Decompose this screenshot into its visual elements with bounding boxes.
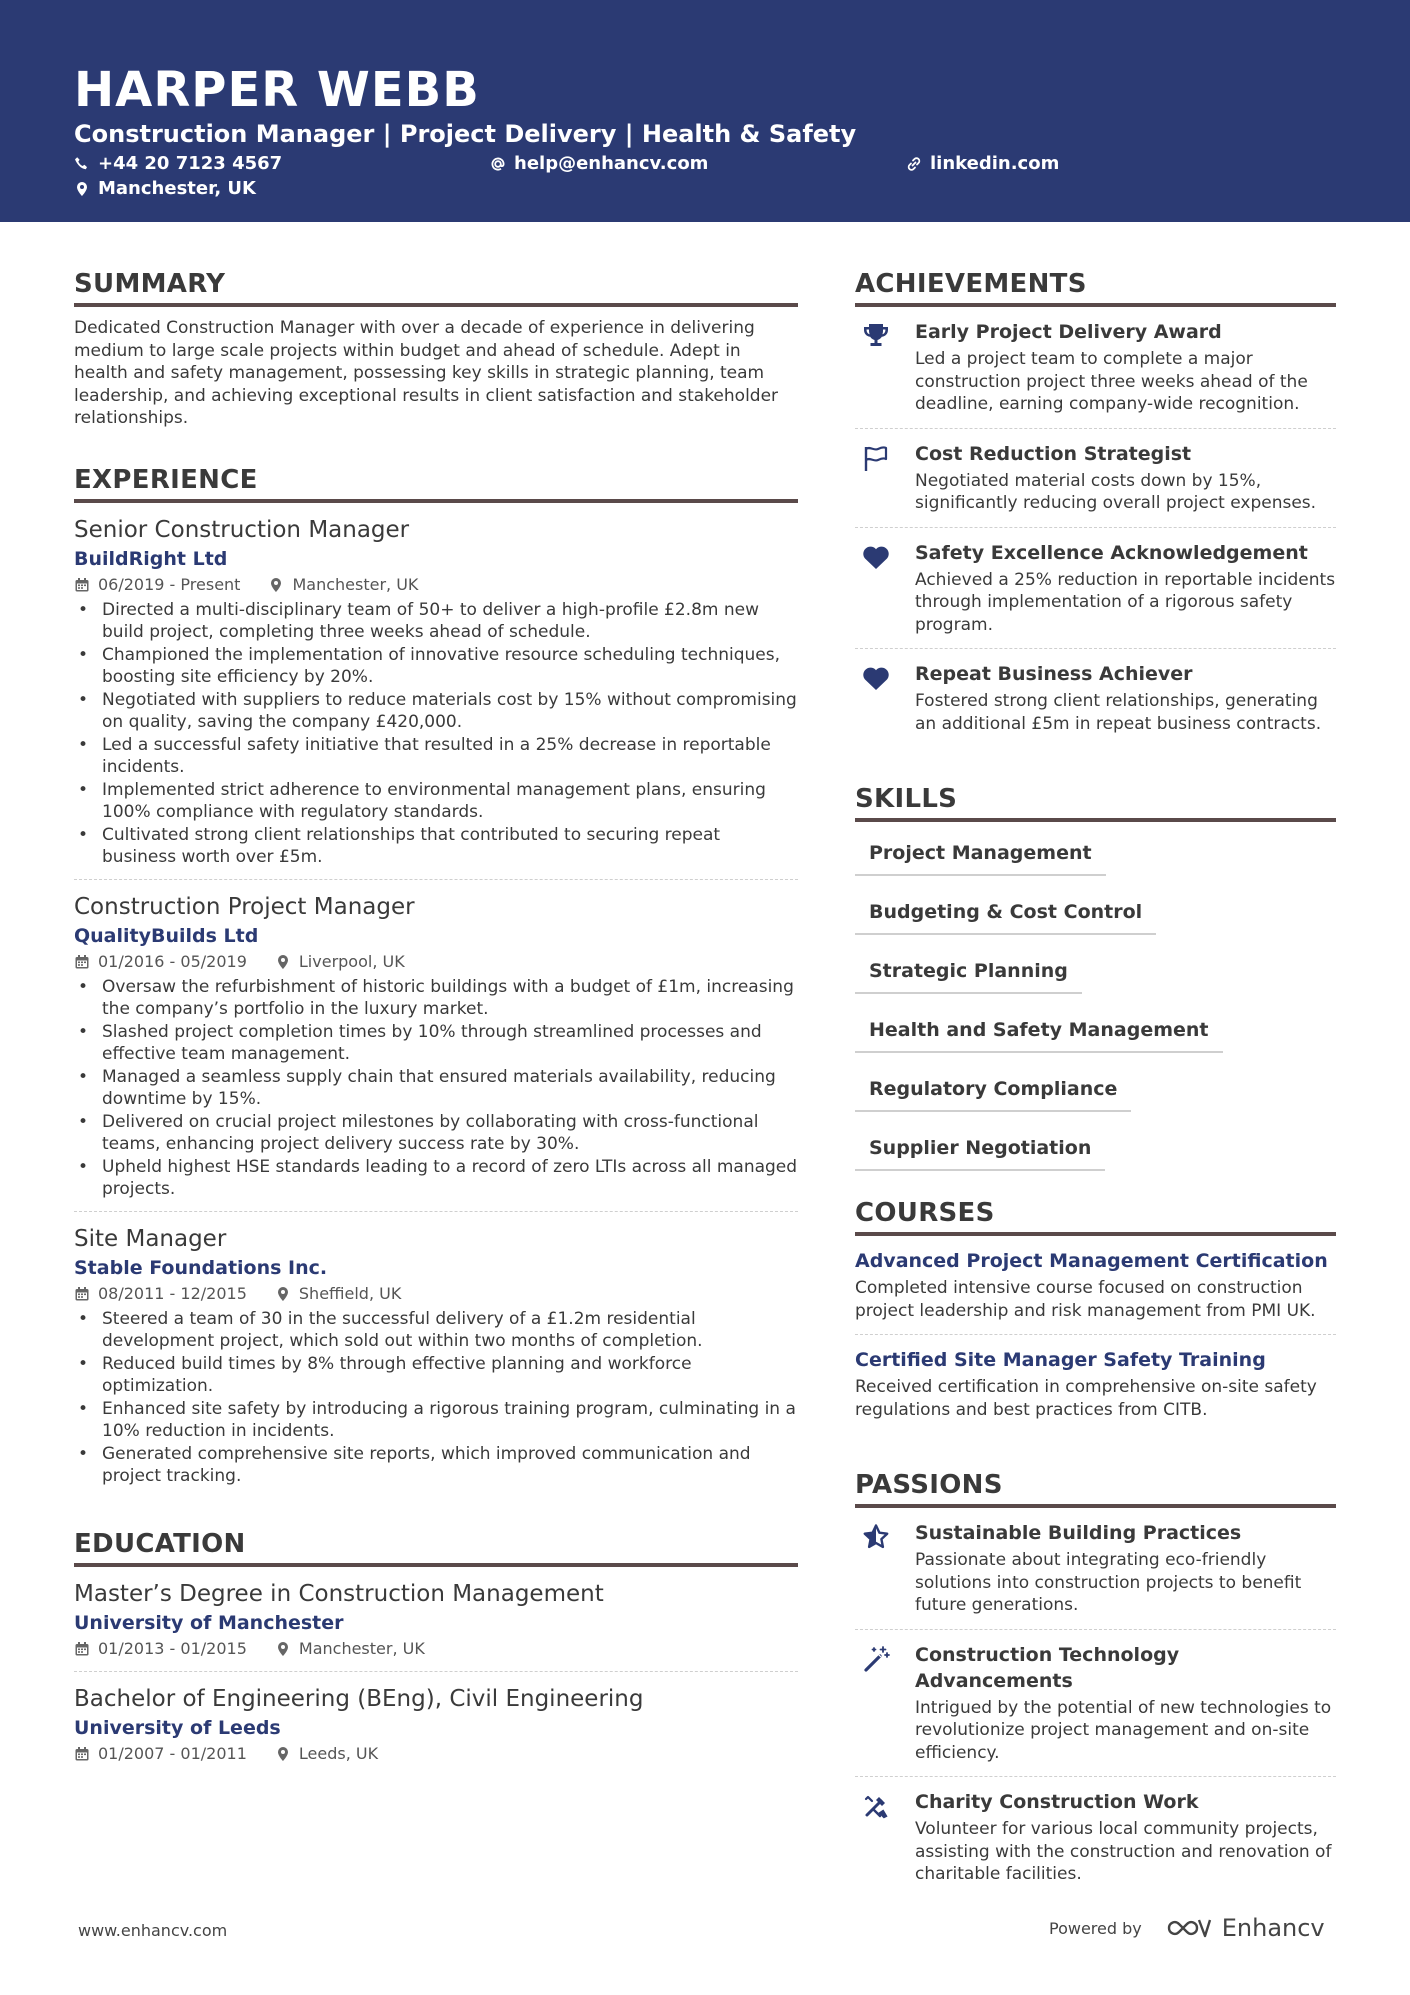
school-name: University of Leeds: [74, 1716, 281, 1739]
achievement-title: Early Project Delivery Award: [915, 321, 1222, 343]
job-meta: [74, 573, 798, 597]
contact-location: [74, 177, 256, 201]
achievement-desc: Achieved a 25% reduction in reportable incidents through implementation of a rigorous safety program.: [915, 569, 1336, 635]
calendar-icon: [74, 577, 90, 593]
phone-icon: [74, 156, 90, 172]
course-title: Certified Site Manager Safety Training: [855, 1349, 1266, 1371]
job-dates: 06/2019 - Present: [98, 574, 241, 594]
linkedin-text: linkedin.com: [930, 153, 1060, 174]
location-pin-icon: [74, 181, 90, 197]
experience-heading: EXPERIENCE: [74, 464, 798, 503]
skill-tag: Strategic Planning: [855, 954, 1082, 994]
brand-logo[interactable]: [1166, 1914, 1325, 1942]
calendar-icon: [74, 1641, 90, 1657]
courses-section: [855, 1197, 1336, 1433]
summary-section: [74, 268, 798, 430]
brand-name: Enhancv: [1221, 1914, 1325, 1942]
passion-title: Construction Technology Advancements: [915, 1643, 1180, 1692]
heart-icon: [861, 663, 891, 693]
job-location-text: Manchester, UK: [292, 574, 419, 594]
skill-tag: Regulatory Compliance: [855, 1072, 1131, 1112]
location-pin-icon: [275, 1286, 291, 1302]
education-dates: 01/2007 - 01/2011: [98, 1743, 247, 1763]
education-heading: EDUCATION: [74, 1528, 798, 1567]
job-dates: 01/2016 - 05/2019: [98, 951, 247, 971]
experience-section: [74, 464, 798, 1498]
left-column: [74, 268, 798, 1810]
passion-item: [855, 1508, 1336, 1630]
job-bullet: • Managed a seamless supply chain that ensured materials availability, reducing downtime by 15%.: [74, 1066, 798, 1111]
location-pin-icon: [275, 954, 291, 970]
job-bullets: [74, 1308, 798, 1488]
job-bullet: • Generated comprehensive site reports, which improved communication and project tracking.: [74, 1443, 798, 1488]
skill-tag: Budgeting & Cost Control: [855, 895, 1156, 935]
skills-list: [855, 836, 1336, 1171]
skills-section: [855, 783, 1336, 1171]
location-text: Manchester, UK: [98, 178, 256, 199]
achievement-desc: Led a project team to complete a major construction project three weeks ahead of the deadline, earning company-wide recognition.: [915, 349, 1308, 414]
job-entry: [74, 880, 798, 1212]
job-entry: [74, 1212, 798, 1498]
job-dates: 08/2011 - 12/2015: [98, 1283, 247, 1303]
powered-by-text: Powered by: [1049, 1918, 1142, 1938]
job-bullet: • Delivered on crucial project milestones by collaborating with cross-functional teams, enhancing project delivery success rate by 30%.: [74, 1111, 798, 1156]
job-title: Site Manager: [74, 1225, 227, 1252]
job-bullets: [74, 599, 798, 869]
education-location-text: Leeds, UK: [298, 1743, 379, 1763]
education-meta: [74, 1742, 798, 1766]
passion-desc: Volunteer for various local community projects, assisting with the construction and renovation of charitable facilities.: [915, 1819, 1332, 1884]
at-icon: [490, 156, 506, 172]
achievement-title: Cost Reduction Strategist: [915, 442, 1192, 465]
degree-title: Bachelor of Engineering (BEng), Civil Engineering: [74, 1685, 644, 1712]
job-title: Senior Construction Manager: [74, 516, 410, 543]
job-bullet: • Directed a multi-disciplinary team of 50+ to deliver a high-profile £2.8m new build project, completing three weeks ahead of schedule.: [74, 599, 798, 644]
link-icon: [906, 156, 922, 172]
education-location: [275, 1637, 425, 1661]
passion-item: [855, 1777, 1336, 1898]
job-location-text: Sheffield, UK: [298, 1283, 402, 1303]
footer-website[interactable]: www.enhancv.com: [78, 1921, 228, 1940]
resume-header: [0, 0, 1410, 222]
job-bullet: • Steered a team of 30 in the successful delivery of a £1.2m residential development project, which sold out within two months of completion.: [74, 1308, 798, 1353]
achievement-desc: Fostered strong client relationships, generating an additional £5m in repeat business contracts.: [915, 691, 1322, 734]
school-name: University of Manchester: [74, 1611, 344, 1634]
skills-heading: SKILLS: [855, 783, 1336, 822]
achievement-item: [855, 649, 1336, 747]
passions-heading: PASSIONS: [855, 1469, 1336, 1508]
calendar-icon: [74, 1286, 90, 1302]
education-dates: 01/2013 - 01/2015: [98, 1638, 247, 1658]
achievement-title: Repeat Business Achiever: [915, 663, 1193, 685]
star-icon: [861, 1522, 891, 1552]
passion-title: Sustainable Building Practices: [915, 1522, 1242, 1544]
job-bullet: • Led a successful safety initiative that resulted in a 25% decrease in reportable incidents.: [74, 734, 798, 779]
summary-heading: SUMMARY: [74, 268, 798, 307]
location-pin-icon: [268, 577, 284, 593]
achievements-section: [855, 268, 1336, 747]
education-entry: [74, 1567, 798, 1672]
job-bullet: • Slashed project completion times by 10% through streamlined processes and effective team management.: [74, 1021, 798, 1066]
education-section: [74, 1528, 798, 1776]
achievement-title: Safety Excellence Acknowledgement: [915, 541, 1308, 564]
passion-title: Charity Construction Work: [915, 1791, 1199, 1813]
job-location: [275, 1282, 401, 1306]
education-meta: [74, 1637, 798, 1661]
calendar-icon: [74, 954, 90, 970]
job-bullet: • Implemented strict adherence to environmental management plans, ensuring 100% compliance with regulatory standards.: [74, 779, 798, 824]
courses-heading: COURSES: [855, 1197, 1336, 1236]
job-bullet: • Negotiated with suppliers to reduce materials cost by 15% without compromising on quality, saving the company £420,000.: [74, 689, 798, 734]
job-bullet: • Reduced build times by 8% through effective planning and workforce optimization.: [74, 1353, 798, 1398]
education-entry: [74, 1672, 798, 1776]
contact-phone[interactable]: [74, 152, 282, 176]
heart-icon: [861, 542, 891, 572]
summary-text: Dedicated Construction Manager with over a decade of experience in delivering medium to large scale projects within budget and ahead of schedule. Adept in health and safety management, possessing key skills in strategic planning, team leadership, and achieving exceptional results in client satisfaction and stakeholder relationships.: [74, 318, 779, 428]
company-name: Stable Foundations Inc.: [74, 1256, 328, 1279]
passion-desc: Passionate about integrating eco-friendly solutions into construction projects to benefit future generations.: [915, 1550, 1302, 1615]
course-item: [855, 1335, 1336, 1433]
job-meta: [74, 950, 798, 974]
contact-linkedin[interactable]: [906, 152, 1059, 176]
job-bullet: • Oversaw the refurbishment of historic buildings with a budget of £1m, increasing the company’s portfolio in the luxury market.: [74, 976, 798, 1021]
passion-desc: Intrigued by the potential of new technologies to revolutionize project management and on-site efficiency.: [915, 1697, 1332, 1763]
job-entry: [74, 503, 798, 880]
job-location: [268, 573, 418, 597]
passion-item: [855, 1630, 1336, 1778]
skill-tag: Health and Safety Management: [855, 1013, 1223, 1053]
calendar-icon: [74, 1746, 90, 1762]
job-bullet: • Cultivated strong client relationships that contributed to securing repeat business worth over £5m.: [74, 824, 798, 869]
location-pin-icon: [275, 1746, 291, 1762]
flag-icon: [861, 443, 891, 473]
course-item: [855, 1236, 1336, 1335]
company-name: QualityBuilds Ltd: [74, 924, 259, 947]
company-name: BuildRight Ltd: [74, 547, 228, 570]
right-column: [855, 268, 1336, 1932]
course-title: Advanced Project Management Certification: [855, 1250, 1328, 1272]
enhancv-logo-icon: [1166, 1916, 1212, 1940]
course-desc: Completed intensive course focused on construction project leadership and risk management from PMI UK.: [855, 1278, 1316, 1321]
job-bullet: • Enhanced site safety by introducing a rigorous training program, culminating in a 10% reduction in incidents.: [74, 1398, 798, 1443]
achievement-item: [855, 429, 1336, 528]
job-title: Construction Project Manager: [74, 893, 415, 920]
achievement-item: [855, 307, 1336, 429]
degree-title: Master’s Degree in Construction Management: [74, 1580, 604, 1607]
magic-wand-icon: [861, 1644, 891, 1674]
education-location: [275, 1742, 378, 1766]
achievement-desc: Negotiated material costs down by 15%, significantly reducing overall project expenses.: [915, 470, 1317, 513]
footer-branding: [1049, 1914, 1325, 1942]
contact-email[interactable]: [490, 152, 708, 176]
phone-text: +44 20 7123 4567: [98, 153, 283, 174]
email-text: help@enhancv.com: [514, 153, 709, 174]
passions-section: [855, 1469, 1336, 1898]
job-meta: [74, 1282, 798, 1306]
achievements-heading: ACHIEVEMENTS: [855, 268, 1336, 307]
achievement-item: [855, 528, 1336, 650]
trophy-icon: [861, 321, 891, 351]
job-bullet: • Upheld highest HSE standards leading to a record of zero LTIs across all managed projects.: [74, 1156, 798, 1201]
candidate-name: HARPER WEBB: [74, 62, 480, 118]
job-bullet: • Championed the implementation of innovative resource scheduling techniques, boosting site efficiency by 20%.: [74, 644, 798, 689]
job-location-text: Liverpool, UK: [298, 951, 405, 971]
course-desc: Received certification in comprehensive on-site safety regulations and best practices from CITB.: [855, 1377, 1317, 1420]
education-location-text: Manchester, UK: [298, 1638, 425, 1658]
skill-tag: Supplier Negotiation: [855, 1131, 1105, 1171]
location-pin-icon: [275, 1641, 291, 1657]
job-location: [275, 950, 405, 974]
job-bullets: [74, 976, 798, 1201]
skill-tag: Project Management: [855, 836, 1106, 876]
tools-icon: [861, 1791, 891, 1821]
headline: Construction Manager | Project Delivery | Health & Safety: [74, 120, 857, 148]
